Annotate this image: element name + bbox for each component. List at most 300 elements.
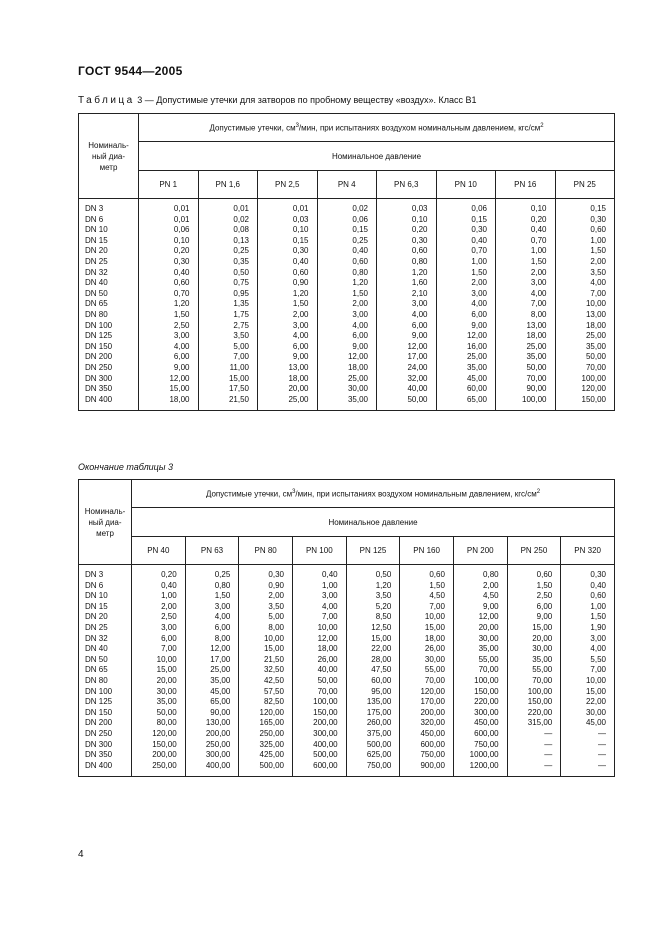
value-cell: 10,00 [400, 612, 454, 623]
value-cell: 0,30 [436, 225, 496, 236]
value-cell: 0,90 [239, 581, 293, 592]
value-cell: 0,02 [198, 215, 258, 226]
value-cell: 0,95 [198, 289, 258, 300]
value-cell: 2,00 [132, 602, 186, 613]
value-cell: 20,00 [258, 384, 318, 395]
value-cell: 0,15 [555, 199, 615, 215]
value-cell: 9,00 [507, 612, 561, 623]
value-cell: 1,20 [346, 581, 400, 592]
value-cell: 50,00 [377, 395, 437, 411]
value-cell: 25,00 [185, 665, 239, 676]
value-cell: 10,00 [239, 634, 293, 645]
table-row [79, 257, 615, 268]
table-row [79, 761, 615, 777]
value-cell: 100,00 [292, 697, 346, 708]
value-cell: 0,06 [139, 225, 199, 236]
value-cell: 0,30 [139, 257, 199, 268]
value-cell: 7,00 [132, 644, 186, 655]
value-cell: 60,00 [436, 384, 496, 395]
value-cell: 3,00 [496, 278, 556, 289]
column-header: PN 1,6 [198, 171, 258, 199]
value-cell: 1,50 [555, 246, 615, 257]
value-cell: 8,00 [239, 623, 293, 634]
value-cell: 1,35 [198, 299, 258, 310]
value-cell: 26,00 [292, 655, 346, 666]
value-cell: 1,00 [496, 246, 556, 257]
value-cell: 1,50 [258, 299, 318, 310]
value-cell: 400,00 [185, 761, 239, 777]
value-cell: 0,60 [555, 225, 615, 236]
value-cell: 150,00 [453, 687, 507, 698]
table-row [79, 299, 615, 310]
value-cell: 3,50 [346, 591, 400, 602]
value-cell: 0,25 [317, 236, 377, 247]
value-cell: 4,00 [377, 310, 437, 321]
value-cell: 0,01 [139, 215, 199, 226]
value-cell: 900,00 [400, 761, 454, 777]
value-cell: 1,75 [198, 310, 258, 321]
value-cell: 0,30 [239, 565, 293, 581]
value-cell: — [561, 729, 615, 740]
value-cell: 1,00 [555, 236, 615, 247]
value-cell: 250,00 [185, 740, 239, 751]
value-cell: 22,00 [346, 644, 400, 655]
value-cell: — [507, 740, 561, 751]
column-header: PN 25 [555, 171, 615, 199]
column-header: PN 40 [132, 537, 186, 565]
value-cell: 0,06 [436, 199, 496, 215]
leak-header-sup: 3 [292, 488, 296, 495]
value-cell: 425,00 [239, 750, 293, 761]
value-cell: 35,00 [132, 697, 186, 708]
value-cell: 12,50 [346, 623, 400, 634]
value-cell: 2,00 [258, 310, 318, 321]
column-header: PN 4 [317, 171, 377, 199]
value-cell: 47,50 [346, 665, 400, 676]
value-cell: 3,00 [185, 602, 239, 613]
value-cell: 0,40 [436, 236, 496, 247]
value-cell: 10,00 [555, 299, 615, 310]
table-row [79, 718, 615, 729]
table-row [79, 363, 615, 374]
dn-header-line: ный диа- [91, 151, 126, 161]
table-row [79, 395, 615, 411]
value-cell: 1,20 [258, 289, 318, 300]
value-cell: 6,00 [132, 634, 186, 645]
value-cell: 250,00 [239, 729, 293, 740]
value-cell: 0,15 [258, 236, 318, 247]
table-row [79, 591, 615, 602]
value-cell: 150,00 [292, 708, 346, 719]
value-cell: 32,00 [377, 374, 437, 385]
value-cell: 120,00 [400, 687, 454, 698]
dn-cell: DN 10 [79, 591, 132, 602]
value-cell: 12,00 [185, 644, 239, 655]
value-cell: 6,00 [185, 623, 239, 634]
dn-cell: DN 40 [79, 644, 132, 655]
table-row [79, 268, 615, 279]
value-cell: 21,50 [239, 655, 293, 666]
table-row [79, 740, 615, 751]
value-cell: 12,00 [436, 331, 496, 342]
value-cell: 1,90 [561, 623, 615, 634]
value-cell: 0,60 [561, 591, 615, 602]
table1-dn-header [79, 114, 139, 199]
value-cell: 9,00 [453, 602, 507, 613]
value-cell: 4,00 [561, 644, 615, 655]
table-row [79, 384, 615, 395]
value-cell: 7,00 [555, 289, 615, 300]
dn-cell: DN 6 [79, 581, 132, 592]
value-cell: 30,00 [400, 655, 454, 666]
dn-cell: DN 350 [79, 750, 132, 761]
table2 [78, 479, 615, 777]
column-header: PN 80 [239, 537, 293, 565]
value-cell: 300,00 [185, 750, 239, 761]
column-header: PN 320 [561, 537, 615, 565]
value-cell: 0,40 [496, 225, 556, 236]
value-cell: 12,00 [139, 374, 199, 385]
table2-caption: Окончание таблицы 3 [78, 462, 173, 472]
dn-cell: DN 25 [79, 257, 139, 268]
table-row [79, 321, 615, 332]
value-cell: 8,00 [496, 310, 556, 321]
column-header: PN 250 [507, 537, 561, 565]
value-cell: 1000,00 [453, 750, 507, 761]
value-cell: 250,00 [132, 761, 186, 777]
value-cell: 200,00 [185, 729, 239, 740]
value-cell: 30,00 [453, 634, 507, 645]
table-row [79, 278, 615, 289]
value-cell: 200,00 [400, 708, 454, 719]
value-cell: 7,00 [292, 612, 346, 623]
value-cell: 70,00 [507, 676, 561, 687]
value-cell: 15,00 [507, 623, 561, 634]
value-cell: 9,00 [436, 321, 496, 332]
table-row [79, 697, 615, 708]
value-cell: 50,00 [132, 708, 186, 719]
value-cell: 1,20 [139, 299, 199, 310]
value-cell: 150,00 [507, 697, 561, 708]
value-cell: 3,00 [258, 321, 318, 332]
value-cell: 17,00 [185, 655, 239, 666]
dn-cell: DN 100 [79, 321, 139, 332]
value-cell: 0,13 [198, 236, 258, 247]
value-cell: 3,50 [555, 268, 615, 279]
value-cell: 30,00 [507, 644, 561, 655]
value-cell: 220,00 [507, 708, 561, 719]
value-cell: 1,50 [139, 310, 199, 321]
value-cell: 15,00 [139, 384, 199, 395]
value-cell: 0,70 [496, 236, 556, 247]
table2-leak-header [132, 480, 615, 508]
table-row [79, 246, 615, 257]
value-cell: 100,00 [453, 676, 507, 687]
value-cell: 6,00 [258, 342, 318, 353]
value-cell: 0,20 [496, 215, 556, 226]
value-cell: 0,08 [198, 225, 258, 236]
value-cell: 1,00 [436, 257, 496, 268]
value-cell: 0,70 [139, 289, 199, 300]
value-cell: 25,00 [555, 331, 615, 342]
value-cell: 15,00 [132, 665, 186, 676]
document-id: ГОСТ 9544—2005 [78, 64, 183, 78]
column-header: PN 100 [292, 537, 346, 565]
dn-cell: DN 32 [79, 634, 132, 645]
value-cell: 6,00 [507, 602, 561, 613]
value-cell: 2,00 [555, 257, 615, 268]
value-cell: 18,00 [139, 395, 199, 411]
value-cell: 0,01 [198, 199, 258, 215]
value-cell: 500,00 [346, 740, 400, 751]
column-header: PN 63 [185, 537, 239, 565]
table-row [79, 708, 615, 719]
dn-cell: DN 20 [79, 246, 139, 257]
value-cell: 2,00 [496, 268, 556, 279]
value-cell: 3,00 [292, 591, 346, 602]
dn-cell: DN 10 [79, 225, 139, 236]
value-cell: 25,00 [436, 352, 496, 363]
leak-header-text-mid: /мин, при испытаниях воздухом номинальным давлением, кгс/см [295, 489, 537, 499]
value-cell: 0,06 [317, 215, 377, 226]
value-cell: 18,00 [292, 644, 346, 655]
value-cell: 2,00 [436, 278, 496, 289]
value-cell: 0,60 [400, 565, 454, 581]
table-row [79, 676, 615, 687]
value-cell: 18,00 [496, 331, 556, 342]
value-cell: 150,00 [132, 740, 186, 751]
value-cell: 0,80 [185, 581, 239, 592]
dn-cell: DN 40 [79, 278, 139, 289]
value-cell: 3,50 [198, 331, 258, 342]
table-row [79, 602, 615, 613]
value-cell: 4,00 [317, 321, 377, 332]
dn-cell: DN 100 [79, 687, 132, 698]
value-cell: 26,00 [400, 644, 454, 655]
value-cell: 0,60 [507, 565, 561, 581]
dn-header-line: Номиналь- [84, 506, 126, 516]
value-cell: — [507, 729, 561, 740]
value-cell: 120,00 [239, 708, 293, 719]
value-cell: 0,20 [132, 565, 186, 581]
value-cell: 25,00 [258, 395, 318, 411]
value-cell: 300,00 [453, 708, 507, 719]
value-cell: 0,60 [258, 268, 318, 279]
value-cell: 0,10 [258, 225, 318, 236]
value-cell: 35,00 [507, 655, 561, 666]
value-cell: 15,00 [400, 623, 454, 634]
value-cell: 500,00 [292, 750, 346, 761]
dn-header-line: Номиналь- [88, 140, 129, 150]
value-cell: 0,30 [561, 565, 615, 581]
value-cell: 6,00 [317, 331, 377, 342]
value-cell: 0,40 [292, 565, 346, 581]
value-cell: 0,01 [258, 199, 318, 215]
leak-header-text-mid: /мин, при испытаниях воздухом номинальным давлением, кгс/см [298, 123, 541, 133]
value-cell: 750,00 [453, 740, 507, 751]
table-row [79, 665, 615, 676]
value-cell: 15,00 [561, 687, 615, 698]
value-cell: 0,20 [377, 225, 437, 236]
value-cell: 45,00 [561, 718, 615, 729]
value-cell: 1,50 [561, 612, 615, 623]
value-cell: 315,00 [507, 718, 561, 729]
value-cell: 0,40 [132, 581, 186, 592]
dn-cell: DN 3 [79, 565, 132, 581]
value-cell: 9,00 [258, 352, 318, 363]
table2-pressure-header: Номинальное давление [132, 508, 615, 537]
value-cell: 35,00 [436, 363, 496, 374]
value-cell: 10,00 [561, 676, 615, 687]
value-cell: 13,00 [555, 310, 615, 321]
value-cell: 4,00 [139, 342, 199, 353]
table1-leak-header [139, 114, 615, 142]
dn-cell: DN 15 [79, 602, 132, 613]
value-cell: 5,00 [239, 612, 293, 623]
value-cell: 0,10 [377, 215, 437, 226]
dn-cell: DN 200 [79, 352, 139, 363]
dn-cell: DN 350 [79, 384, 139, 395]
value-cell: 9,00 [377, 331, 437, 342]
value-cell: 15,00 [346, 634, 400, 645]
value-cell: 16,00 [436, 342, 496, 353]
value-cell: 45,00 [436, 374, 496, 385]
value-cell: 10,00 [292, 623, 346, 634]
leak-header-text: Допустимые утечки, см [209, 123, 296, 133]
value-cell: 0,50 [198, 268, 258, 279]
value-cell: 15,00 [198, 374, 258, 385]
dn-cell: DN 50 [79, 289, 139, 300]
value-cell: 4,50 [453, 591, 507, 602]
table-row [79, 687, 615, 698]
value-cell: — [561, 761, 615, 777]
page-number: 4 [78, 849, 84, 860]
value-cell: 70,00 [496, 374, 556, 385]
table-row [79, 225, 615, 236]
value-cell: 0,80 [317, 268, 377, 279]
table-row [79, 634, 615, 645]
value-cell: 100,00 [555, 374, 615, 385]
table-row [79, 581, 615, 592]
table-row [79, 199, 615, 215]
value-cell: 40,00 [292, 665, 346, 676]
dn-cell: DN 125 [79, 331, 139, 342]
value-cell: — [561, 750, 615, 761]
table-row [79, 565, 615, 581]
value-cell: 20,00 [453, 623, 507, 634]
value-cell: — [507, 761, 561, 777]
value-cell: 1,00 [561, 602, 615, 613]
dn-cell: DN 6 [79, 215, 139, 226]
value-cell: 500,00 [239, 761, 293, 777]
value-cell: 55,00 [507, 665, 561, 676]
value-cell: 2,75 [198, 321, 258, 332]
value-cell: 9,00 [139, 363, 199, 374]
value-cell: 0,03 [258, 215, 318, 226]
value-cell: 135,00 [346, 697, 400, 708]
value-cell: 0,50 [346, 565, 400, 581]
value-cell: 400,00 [292, 740, 346, 751]
value-cell: 1,50 [185, 591, 239, 602]
value-cell: 450,00 [400, 729, 454, 740]
value-cell: 2,10 [377, 289, 437, 300]
value-cell: 150,00 [555, 395, 615, 411]
value-cell: 3,00 [561, 634, 615, 645]
value-cell: 6,00 [139, 352, 199, 363]
value-cell: 70,00 [453, 665, 507, 676]
value-cell: 35,00 [453, 644, 507, 655]
value-cell: 0,10 [139, 236, 199, 247]
value-cell: 100,00 [507, 687, 561, 698]
value-cell: 0,60 [317, 257, 377, 268]
value-cell: 750,00 [400, 750, 454, 761]
value-cell: 8,50 [346, 612, 400, 623]
value-cell: 17,00 [377, 352, 437, 363]
leak-header-sup: 2 [536, 488, 541, 495]
value-cell: 165,00 [239, 718, 293, 729]
value-cell: 4,00 [496, 289, 556, 300]
value-cell: 100,00 [496, 395, 556, 411]
value-cell: 4,00 [185, 612, 239, 623]
value-cell: 35,00 [185, 676, 239, 687]
dn-cell: DN 32 [79, 268, 139, 279]
column-header: PN 16 [496, 171, 556, 199]
table-row [79, 236, 615, 247]
value-cell: 2,50 [507, 591, 561, 602]
value-cell: 220,00 [453, 697, 507, 708]
value-cell: 4,00 [436, 299, 496, 310]
value-cell: 0,80 [377, 257, 437, 268]
value-cell: 32,50 [239, 665, 293, 676]
dn-cell: DN 25 [79, 623, 132, 634]
value-cell: 0,30 [258, 246, 318, 257]
value-cell: 600,00 [400, 740, 454, 751]
table-row [79, 729, 615, 740]
value-cell: 25,00 [496, 342, 556, 353]
value-cell: 90,00 [496, 384, 556, 395]
value-cell: 40,00 [377, 384, 437, 395]
value-cell: 70,00 [292, 687, 346, 698]
table-row [79, 750, 615, 761]
value-cell: 4,00 [555, 278, 615, 289]
value-cell: 4,00 [292, 602, 346, 613]
value-cell: 17,50 [198, 384, 258, 395]
value-cell: 12,00 [453, 612, 507, 623]
dn-cell: DN 150 [79, 342, 139, 353]
table1-pressure-header: Номинальное давление [139, 142, 615, 171]
dn-cell: DN 300 [79, 374, 139, 385]
value-cell: 9,00 [317, 342, 377, 353]
value-cell: — [507, 750, 561, 761]
value-cell: 10,00 [132, 655, 186, 666]
value-cell: 4,00 [258, 331, 318, 342]
value-cell: 120,00 [555, 384, 615, 395]
value-cell: 20,00 [507, 634, 561, 645]
value-cell: 18,00 [555, 321, 615, 332]
dn-cell: DN 20 [79, 612, 132, 623]
value-cell: 7,00 [496, 299, 556, 310]
value-cell: 20,00 [132, 676, 186, 687]
value-cell: 5,00 [198, 342, 258, 353]
dn-cell: DN 15 [79, 236, 139, 247]
value-cell: 50,00 [555, 352, 615, 363]
value-cell: 25,00 [317, 374, 377, 385]
value-cell: 2,00 [317, 299, 377, 310]
table-row [79, 655, 615, 666]
value-cell: 70,00 [400, 676, 454, 687]
value-cell: 5,50 [561, 655, 615, 666]
value-cell: 0,35 [198, 257, 258, 268]
